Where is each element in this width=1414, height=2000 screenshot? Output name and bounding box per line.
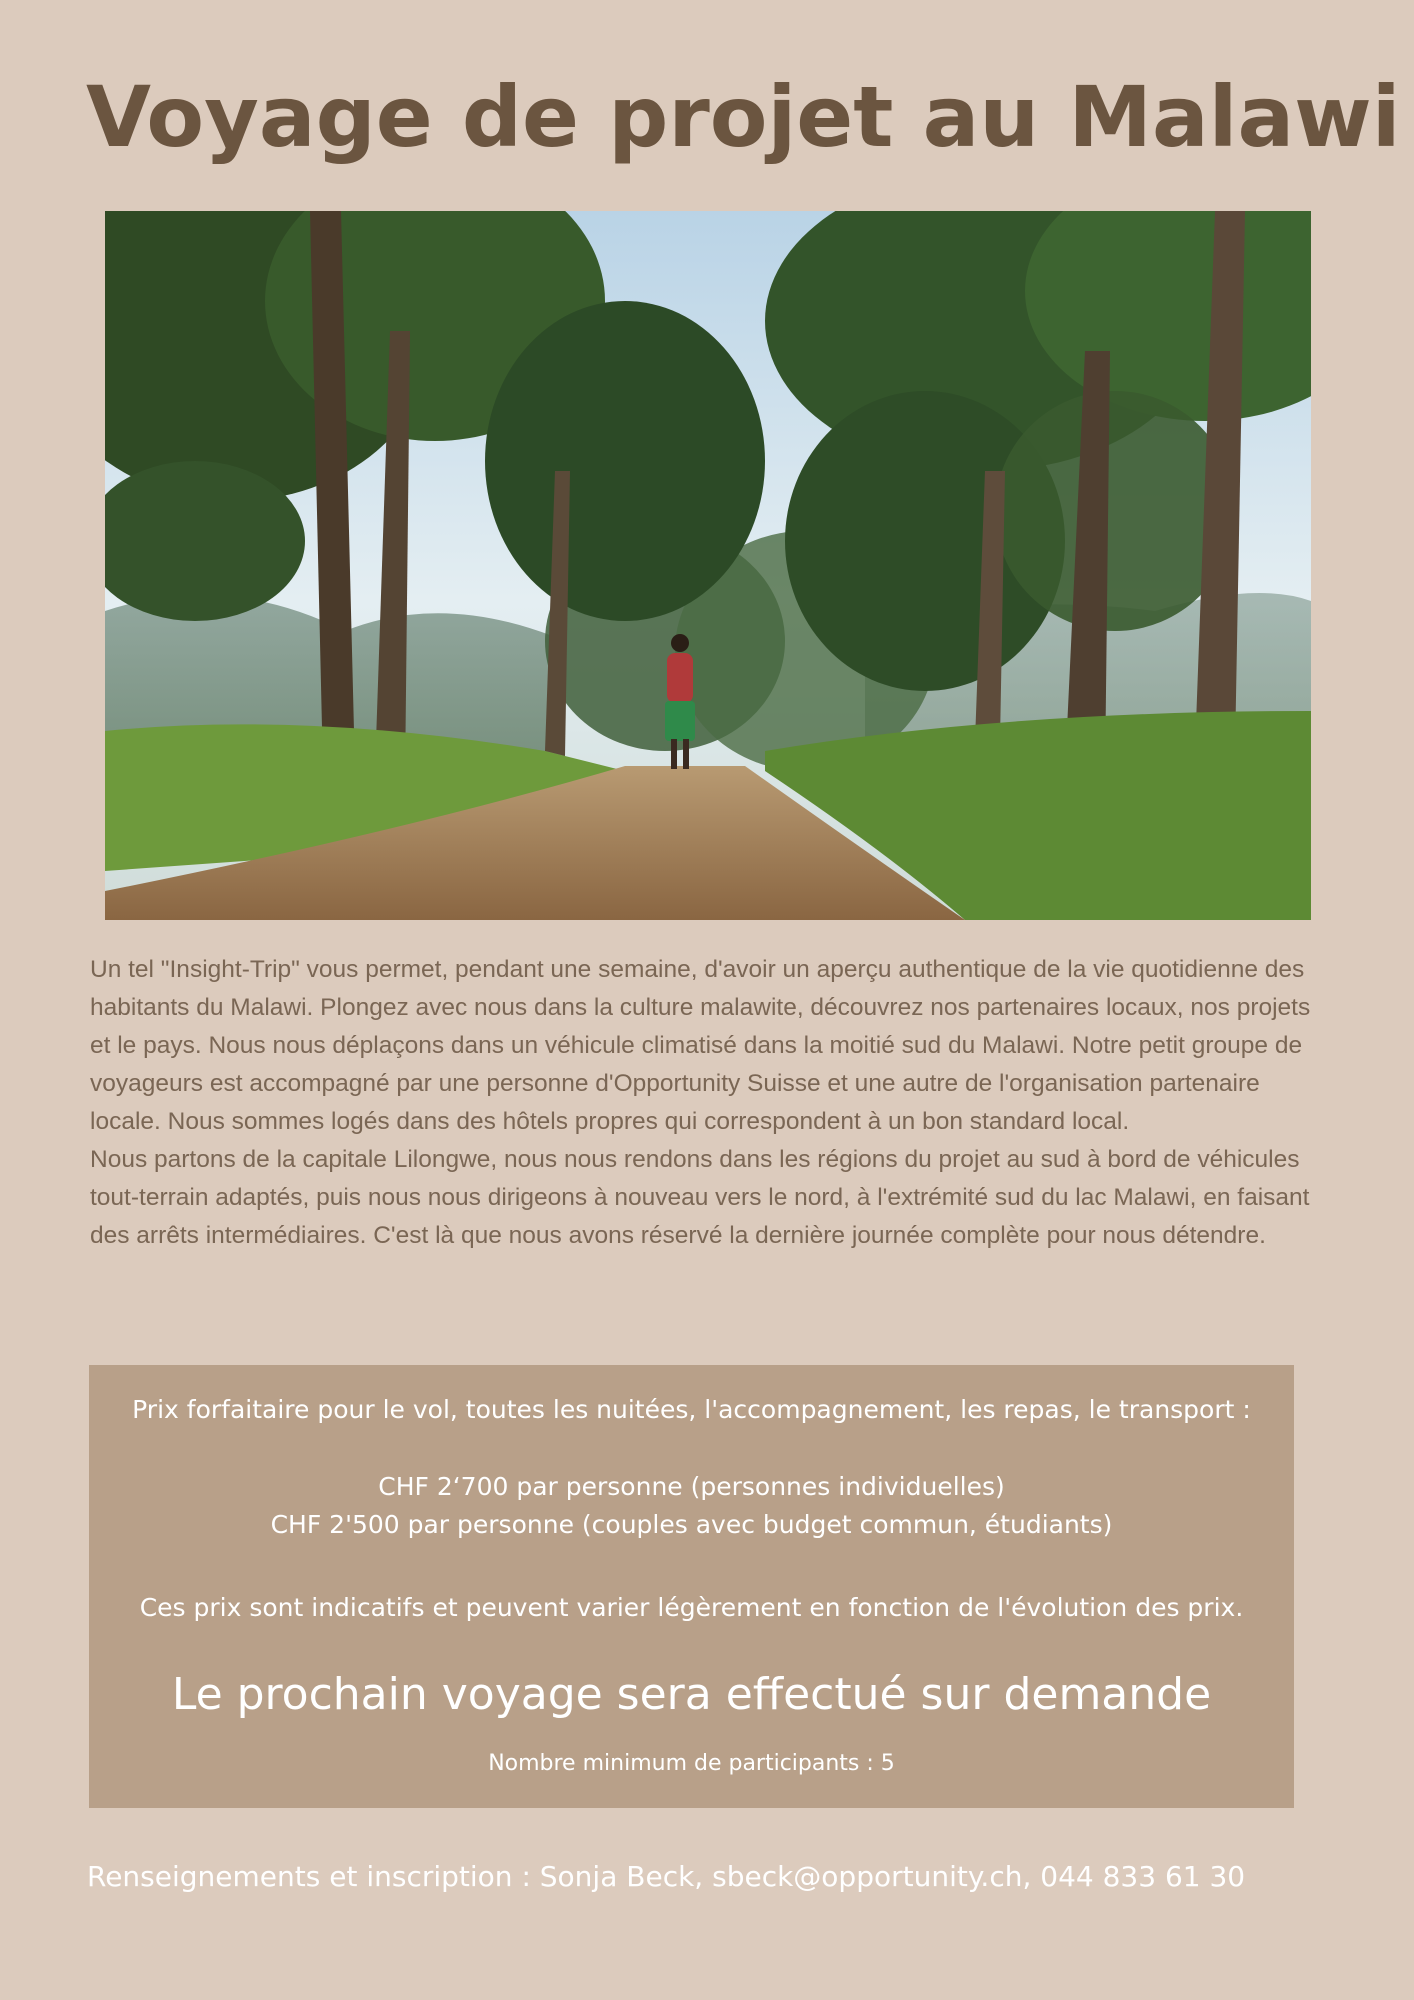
intro-paragraph-2: Nous partons de la capitale Lilongwe, nous nous rendons dans les régions du projet au sud à bord de véhicules tout-terrain adaptés, puis nous nous dirigeons à nouveau vers le nord, à l'extrémité sud du lac Malawi, en faisant des arrêts intermédiaires. C'est là que nous avons réservé la dernière journée complète pour nous détendre. bbox=[90, 1146, 1310, 1249]
pricing-intro: Prix forfaitaire pour le vol, toutes les nuitées, l'accompagnement, les repas, le transport : bbox=[132, 1395, 1251, 1424]
trip-description bbox=[90, 951, 1320, 1255]
page-title: Voyage de projet au Malawi bbox=[86, 68, 1401, 166]
price-individual: CHF 2‘700 par personne (personnes individuelles) bbox=[378, 1472, 1005, 1501]
tree-lined-dirt-road-photo bbox=[105, 211, 1311, 920]
intro-paragraph-1: Un tel "Insight-Trip" vous permet, pendant une semaine, d'avoir un aperçu authentique de la vie quotidienne des habitants du Malawi. Plongez avec nous dans la culture malawite, découvrez nos partenaires locaux, nos projets et le pays. Nous nous déplaçons dans un véhicule climatisé dans la moitié sud du Malawi. Notre petit groupe de voyageurs est accompagné par une personne d'Opportunity Suisse et une autre de l'organisation partenaire locale. Nous sommes logés dans des hôtels propres qui correspondent à un bon standard local. bbox=[90, 956, 1311, 1135]
contact-info: Renseignements et inscription : Sonja Beck, sbeck@opportunity.ch, 044 833 61 30 bbox=[87, 1860, 1246, 1893]
min-participants: Nombre minimum de participants : 5 bbox=[488, 1751, 895, 1776]
pricing-note: Ces prix sont indicatifs et peuvent varier légèrement en fonction de l'évolution des prix. bbox=[139, 1593, 1244, 1622]
price-couples: CHF 2'500 par personne (couples avec budget commun, étudiants) bbox=[270, 1510, 1113, 1539]
pricing-box bbox=[89, 1365, 1294, 1808]
next-trip-heading: Le prochain voyage sera effectué sur demande bbox=[171, 1669, 1212, 1720]
landscape-illustration bbox=[105, 211, 1311, 920]
